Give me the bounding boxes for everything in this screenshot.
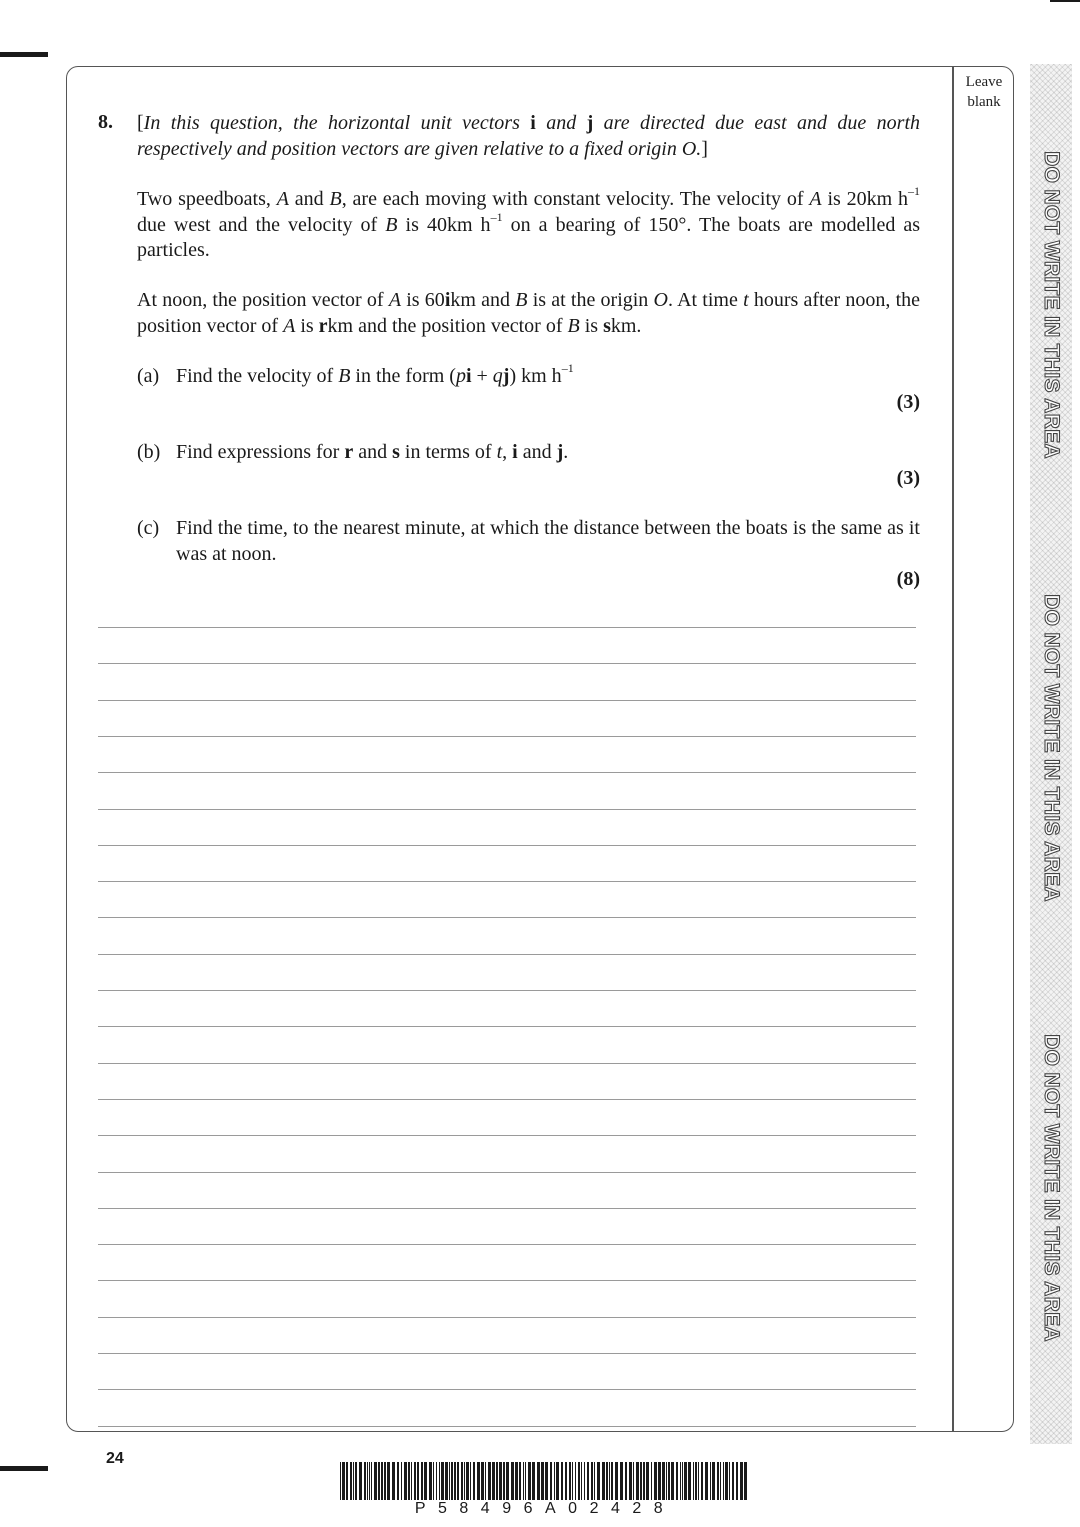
barcode-bar xyxy=(602,1462,605,1500)
barcode-bar xyxy=(693,1462,694,1500)
answer-line xyxy=(98,881,916,882)
part-c xyxy=(137,516,920,567)
barcode-bar xyxy=(701,1462,703,1500)
barcode-bar xyxy=(378,1462,380,1500)
margin-warning-text: DO NOT WRITE IN THIS AREA xyxy=(1040,594,1063,902)
barcode-bar xyxy=(451,1462,453,1500)
answer-line xyxy=(98,736,916,737)
barcode-bar xyxy=(464,1462,465,1500)
barcode-bar xyxy=(556,1462,559,1500)
leave-blank-label: Leave blank xyxy=(965,74,1003,110)
barcode-bar xyxy=(550,1462,552,1500)
barcode-bar xyxy=(668,1462,670,1500)
barcode-bar xyxy=(584,1462,585,1500)
question-paragraph-positions: At noon, the position vector of A is 60ikm and B is at the origin O. At time t hours after noon, the position vector of A is rkm and the position vector of B is skm. xyxy=(137,289,921,337)
answer-line xyxy=(98,1026,916,1027)
barcode-bar xyxy=(569,1462,571,1500)
barcode-bar xyxy=(606,1462,608,1500)
barcode-bar xyxy=(374,1462,377,1500)
barcode-bar xyxy=(633,1462,634,1500)
barcode-text: P58496A02428 xyxy=(414,1500,676,1517)
barcode-bar xyxy=(436,1462,437,1500)
barcode-bar xyxy=(609,1462,610,1500)
barcode-bar xyxy=(503,1462,505,1500)
barcode-bar xyxy=(384,1462,386,1500)
barcode-bar xyxy=(537,1462,540,1500)
barcode-bar xyxy=(676,1462,678,1500)
part-c-marks: (8) xyxy=(896,568,920,590)
barcode-bar xyxy=(429,1462,432,1500)
barcode-bar xyxy=(371,1462,372,1500)
part-c-text: Find the time, to the nearest minute, at which the distance between the boats is the same as it was at noon. xyxy=(176,517,920,565)
barcode-bar xyxy=(528,1462,531,1500)
answer-line xyxy=(98,1244,916,1245)
barcode-bar xyxy=(611,1462,613,1500)
barcode-bar xyxy=(523,1462,524,1500)
barcode-bar xyxy=(392,1462,395,1500)
barcode-bar xyxy=(449,1462,450,1500)
barcode-bar xyxy=(591,1462,593,1500)
barcode-bar xyxy=(519,1462,521,1500)
barcode-bar xyxy=(682,1462,683,1500)
barcode-bar xyxy=(353,1462,354,1500)
part-a-text: Find the velocity of B in the form (pi + qj) km $h^{-1}$ xyxy=(176,361,574,387)
barcode-bar xyxy=(688,1462,691,1500)
barcode xyxy=(340,1462,750,1500)
barcode-bar xyxy=(515,1462,518,1500)
barcode-bar xyxy=(575,1462,576,1500)
barcode-bar xyxy=(684,1462,687,1500)
barcode-bar xyxy=(461,1462,463,1500)
part-b-marks: (3) xyxy=(896,467,920,489)
barcode-bar xyxy=(411,1462,412,1500)
barcode-bar xyxy=(421,1462,423,1500)
barcode-bar xyxy=(404,1462,407,1500)
barcode-bar xyxy=(359,1462,362,1500)
answer-line xyxy=(98,700,916,701)
barcode-bar xyxy=(651,1462,652,1500)
barcode-bar xyxy=(554,1462,555,1500)
part-b-label: (b) xyxy=(137,441,161,463)
barcode-bar xyxy=(355,1462,357,1500)
barcode-bar xyxy=(597,1462,600,1500)
barcode-bar xyxy=(525,1462,526,1500)
answer-line xyxy=(98,809,916,810)
barcode-bar xyxy=(620,1462,623,1500)
answer-line xyxy=(98,1208,916,1209)
barcode-bar xyxy=(350,1462,352,1500)
barcode-bar xyxy=(636,1462,639,1500)
barcode-bar xyxy=(578,1462,580,1500)
barcode-bar xyxy=(485,1462,486,1500)
corner-mark xyxy=(1050,0,1080,2)
barcode-bar xyxy=(488,1462,491,1500)
barcode-bar xyxy=(658,1462,661,1500)
barcode-bar xyxy=(717,1462,719,1500)
barcode-bar xyxy=(342,1462,345,1500)
question-number: 8. xyxy=(98,111,113,133)
question-paragraph-velocities: Two speedboats, A and B, are each moving with constant velocity. The velocity of A is 20km $h^{-1}$ due west and the velocity of B is 40km $h^{-1}$ on a bearing of 150°. The boats are modelled as particles. xyxy=(137,184,921,261)
barcode-bar xyxy=(441,1462,444,1500)
answer-line xyxy=(98,1389,916,1390)
barcode-bar xyxy=(496,1462,498,1500)
barcode-bar xyxy=(340,1462,341,1500)
barcode-bar xyxy=(367,1462,368,1500)
barcode-bar xyxy=(732,1462,734,1500)
barcode-bar xyxy=(506,1462,509,1500)
answer-line xyxy=(98,1426,916,1427)
answer-line xyxy=(98,1317,916,1318)
part-b-text: Find expressions for r and s in terms of t, i and j. xyxy=(176,441,569,463)
barcode-bar xyxy=(414,1462,416,1500)
margin-warning-text: DO NOT WRITE IN THIS AREA xyxy=(1040,1034,1063,1342)
barcode-bar xyxy=(565,1462,567,1500)
barcode-bar xyxy=(643,1462,645,1500)
barcode-bar xyxy=(473,1462,475,1500)
edge-mark-bottom xyxy=(0,1466,48,1471)
barcode-bar xyxy=(387,1462,390,1500)
barcode-bar xyxy=(417,1462,419,1500)
answer-line xyxy=(98,663,916,664)
barcode-bar xyxy=(545,1462,548,1500)
barcode-bar xyxy=(397,1462,399,1500)
barcode-bar xyxy=(695,1462,697,1500)
page-number: 24 xyxy=(106,1450,124,1467)
margin-warning-text: DO NOT WRITE IN THIS AREA xyxy=(1040,151,1063,459)
answer-line xyxy=(98,917,916,918)
barcode-bar xyxy=(457,1462,459,1500)
barcode-bar xyxy=(477,1462,480,1500)
barcode-bar xyxy=(662,1462,665,1500)
barcode-bar xyxy=(445,1462,448,1500)
answer-line xyxy=(98,1353,916,1354)
barcode-bar xyxy=(712,1462,715,1500)
barcode-bar xyxy=(424,1462,427,1500)
barcode-bar xyxy=(492,1462,495,1500)
answer-line xyxy=(98,954,916,955)
barcode-bar xyxy=(369,1462,370,1500)
answer-line xyxy=(98,1099,916,1100)
barcode-bar xyxy=(364,1462,366,1500)
barcode-bar xyxy=(381,1462,383,1500)
barcode-bar xyxy=(346,1462,348,1500)
answer-line xyxy=(98,627,916,628)
edge-mark-top xyxy=(0,52,48,57)
part-a-label: (a) xyxy=(137,365,160,387)
leave-blank-divider xyxy=(952,66,954,1432)
barcode-bar xyxy=(736,1462,738,1500)
barcode-bar xyxy=(594,1462,595,1500)
barcode-bar xyxy=(710,1462,711,1500)
barcode-bar xyxy=(481,1462,484,1500)
barcode-bar xyxy=(671,1462,674,1500)
barcode-bar xyxy=(640,1462,642,1500)
barcode-bar xyxy=(725,1462,728,1500)
answer-line xyxy=(98,1172,916,1173)
answer-line xyxy=(98,1135,916,1136)
barcode-bar xyxy=(744,1462,747,1500)
barcode-bar xyxy=(532,1462,535,1500)
barcode-bar xyxy=(587,1462,589,1500)
answer-line xyxy=(98,772,916,773)
part-a xyxy=(137,361,920,390)
barcode-bar xyxy=(408,1462,410,1500)
part-b xyxy=(137,440,920,466)
barcode-bar xyxy=(581,1462,582,1500)
barcode-bar xyxy=(499,1462,502,1500)
barcode-bar xyxy=(615,1462,618,1500)
barcode-bar xyxy=(625,1462,627,1500)
barcode-bar xyxy=(705,1462,708,1500)
barcode-bar xyxy=(729,1462,730,1500)
barcode-bar xyxy=(720,1462,721,1500)
barcode-bar xyxy=(646,1462,649,1500)
part-c-label: (c) xyxy=(137,517,160,539)
question-intro: [In this question, the horizontal unit vectors i and j are directed due east and due north respectively and position vectors are given relative to a fixed origin O.] xyxy=(137,112,921,160)
barcode-bar xyxy=(541,1462,544,1500)
barcode-bar xyxy=(680,1462,681,1500)
barcode-bar xyxy=(561,1462,563,1500)
answer-line xyxy=(98,845,916,846)
answer-line xyxy=(98,990,916,991)
barcode-bar xyxy=(666,1462,667,1500)
barcode-bar xyxy=(401,1462,402,1500)
part-a-marks: (3) xyxy=(896,391,920,413)
barcode-bar xyxy=(433,1462,434,1500)
barcode-bar xyxy=(698,1462,699,1500)
barcode-bar xyxy=(654,1462,657,1500)
answer-frame xyxy=(66,66,1014,1432)
barcode-bar xyxy=(629,1462,632,1500)
barcode-bar xyxy=(511,1462,514,1500)
barcode-bar xyxy=(466,1462,469,1500)
answer-line xyxy=(98,1280,916,1281)
barcode-bar xyxy=(572,1462,573,1500)
barcode-bar xyxy=(740,1462,743,1500)
barcode-bar xyxy=(723,1462,724,1500)
barcode-bar xyxy=(470,1462,471,1500)
barcode-bar xyxy=(439,1462,440,1500)
answer-line xyxy=(98,1063,916,1064)
barcode-bar xyxy=(454,1462,456,1500)
